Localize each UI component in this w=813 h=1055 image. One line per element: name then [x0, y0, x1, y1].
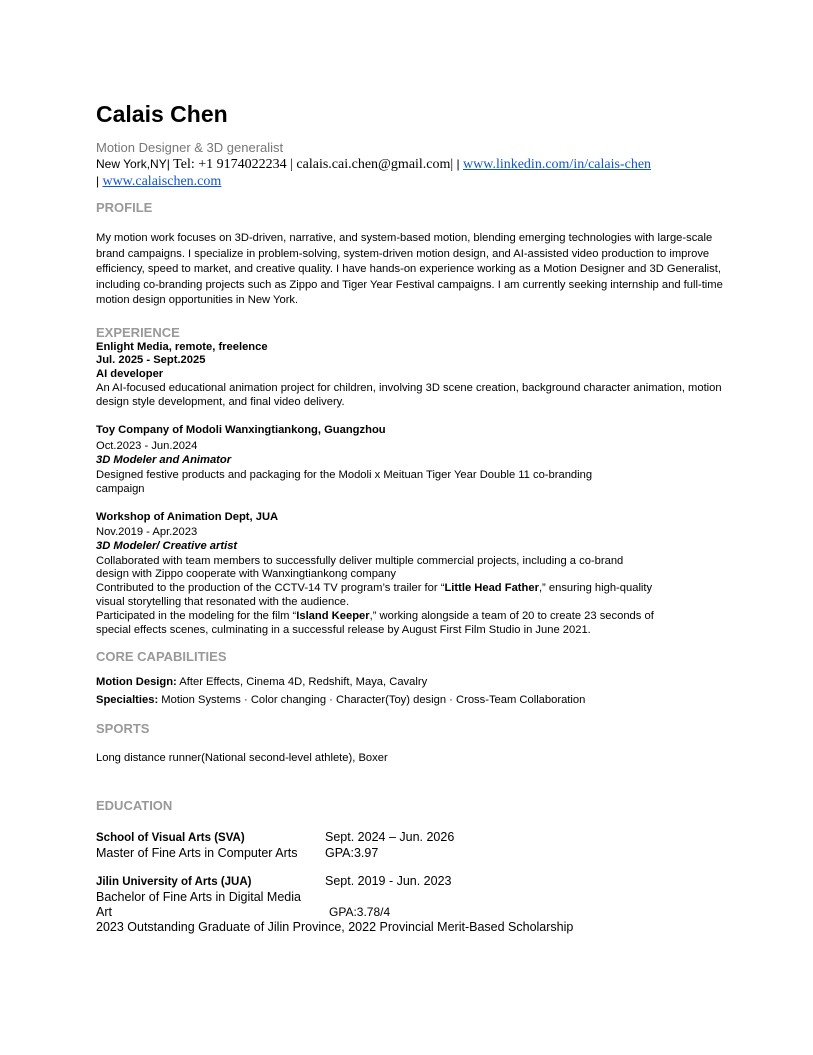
- sports-text: Long distance runner(National second-level athlete), Boxer: [96, 751, 388, 764]
- job-description: campaign: [96, 482, 145, 495]
- job-company: Workshop of Animation Dept, JUA: [96, 511, 279, 524]
- sports-heading: SPORTS: [96, 720, 150, 736]
- website-link[interactable]: www.calaischen.com: [102, 174, 222, 189]
- education-sva: [96, 830, 736, 861]
- bullet-text: ,” ensuring high-quality: [538, 581, 653, 594]
- capability-specialties: [96, 691, 736, 709]
- school-gpa: GPA:3.78/4: [329, 905, 391, 920]
- school-name: Jilin University of Arts (JUA): [96, 876, 252, 889]
- experience-heading: EXPERIENCE: [96, 324, 180, 340]
- job-role: AI developer: [96, 368, 164, 381]
- capability-value: After Effects, Cinema 4D, Redshift, Maya, Cavalry: [176, 675, 428, 688]
- job-bullet: [96, 581, 736, 595]
- resume-name: Calais Chen: [96, 101, 228, 127]
- bullet-text: Participated in the modeling for the film “: [96, 609, 297, 622]
- education-row: [96, 890, 736, 905]
- contact-separator: |: [453, 157, 464, 171]
- bullet-text: Contributed to the production of the CCTV-14 TV program’s trailer for “: [96, 581, 445, 594]
- profile-text: My motion work focuses on 3D-driven, narrative, and system-based motion, blending emerging technologies with large-scale brand campaigns. I specialize in problem-solving, system-driven motion design, and AI-assisted video production to improve efficiency, speed to market, and creative quality. I have hands-on experience working as a Motion Designer and 3D Generalist, including co-branding projects such as Zippo and Tiger Year Festival campaigns. I am currently seeking internship and full-time motion design opportunities in New York.: [96, 232, 723, 306]
- education-jua: [96, 874, 736, 935]
- job-dates: Oct.2023 - Jun.2024: [96, 439, 198, 452]
- job-title: Motion Designer & 3D generalist: [96, 140, 284, 155]
- job-role: 3D Modeler/ Creative artist: [96, 540, 238, 553]
- job-company: Toy Company of Modoli Wanxingtiankong, Guangzhou: [96, 424, 386, 437]
- capability-label: Motion Design:: [96, 675, 177, 688]
- profile-heading: PROFILE: [96, 200, 153, 215]
- job-role: 3D Modeler and Animator: [96, 454, 232, 467]
- job-dates: Nov.2019 - Apr.2023: [96, 526, 198, 539]
- school-name: School of Visual Arts (SVA): [96, 832, 245, 845]
- degree-name: Bachelor of Fine Arts in Digital Media: [96, 890, 301, 905]
- film-title-little-head-father: Little Head Father: [444, 581, 539, 594]
- education-heading: EDUCATION: [96, 798, 173, 814]
- job-dates: Jul. 2025 - Sept.2025: [96, 354, 206, 367]
- resume-page: [96, 100, 736, 935]
- job-bullet: Collaborated with team members to successfully deliver multiple commercial projects, including a co-brand: [96, 555, 624, 568]
- job-description: An AI-focused educational animation project for children, involving 3D scene creation, background character animation, motion design style development, and final video delivery.: [96, 381, 722, 408]
- capability-value: Motion Systems · Color changing · Character(Toy) design · Cross-Team Collaboration: [158, 693, 586, 706]
- job-modoli: [96, 423, 736, 495]
- education-row: [96, 874, 736, 890]
- job-enlight: [96, 341, 736, 410]
- education-row: [96, 905, 736, 920]
- job-bullet: visual storytelling that resonated with the audience.: [96, 595, 350, 608]
- education-honors: 2023 Outstanding Graduate of Jilin Province, 2022 Provincial Merit-Based Scholarship: [96, 920, 574, 935]
- contact-location: New York,NY: [96, 157, 167, 171]
- linkedin-link[interactable]: www.linkedin.com/in/calais-chen: [463, 157, 652, 172]
- education-row: [96, 830, 736, 846]
- school-gpa: GPA:3.97: [325, 846, 379, 861]
- contact-separator: |: [96, 174, 103, 188]
- job-jua: [96, 510, 736, 637]
- contact-phone-email: Tel: +1 9174022234 | calais.cai.chen@gmail.com|: [173, 157, 454, 172]
- bullet-text: ,” working alongside a team of 20 to create 23 seconds of: [369, 609, 654, 622]
- edu-school-cell: [96, 874, 325, 890]
- contact-block: [96, 156, 736, 190]
- capability-motion: [96, 673, 736, 691]
- school-dates: Sept. 2024 – Jun. 2026: [325, 830, 455, 845]
- job-bullet: design with Zippo cooperate with Wanxingtiankong company: [96, 568, 396, 581]
- capability-label: Specialties:: [96, 693, 159, 706]
- job-description: Designed festive products and packaging for the Modoli x Meituan Tiger Year Double 11 co-branding: [96, 469, 593, 482]
- degree-name: Art: [96, 905, 112, 920]
- contact-separator: |: [166, 157, 174, 171]
- film-title-island-keeper: Island Keeper: [296, 609, 370, 622]
- school-dates: Sept. 2019 - Jun. 2023: [325, 874, 452, 889]
- edu-school-cell: [96, 830, 325, 846]
- capabilities-heading: CORE CAPABILITIES: [96, 648, 227, 664]
- job-bullet: [96, 609, 736, 623]
- job-company: Enlight Media, remote, freelence: [96, 340, 268, 353]
- degree-name: Master of Fine Arts in Computer Arts: [96, 846, 298, 861]
- education-row: [96, 846, 736, 861]
- job-bullet: special effects scenes, culminating in a successful release by August First Film Studio in June 2021.: [96, 623, 591, 636]
